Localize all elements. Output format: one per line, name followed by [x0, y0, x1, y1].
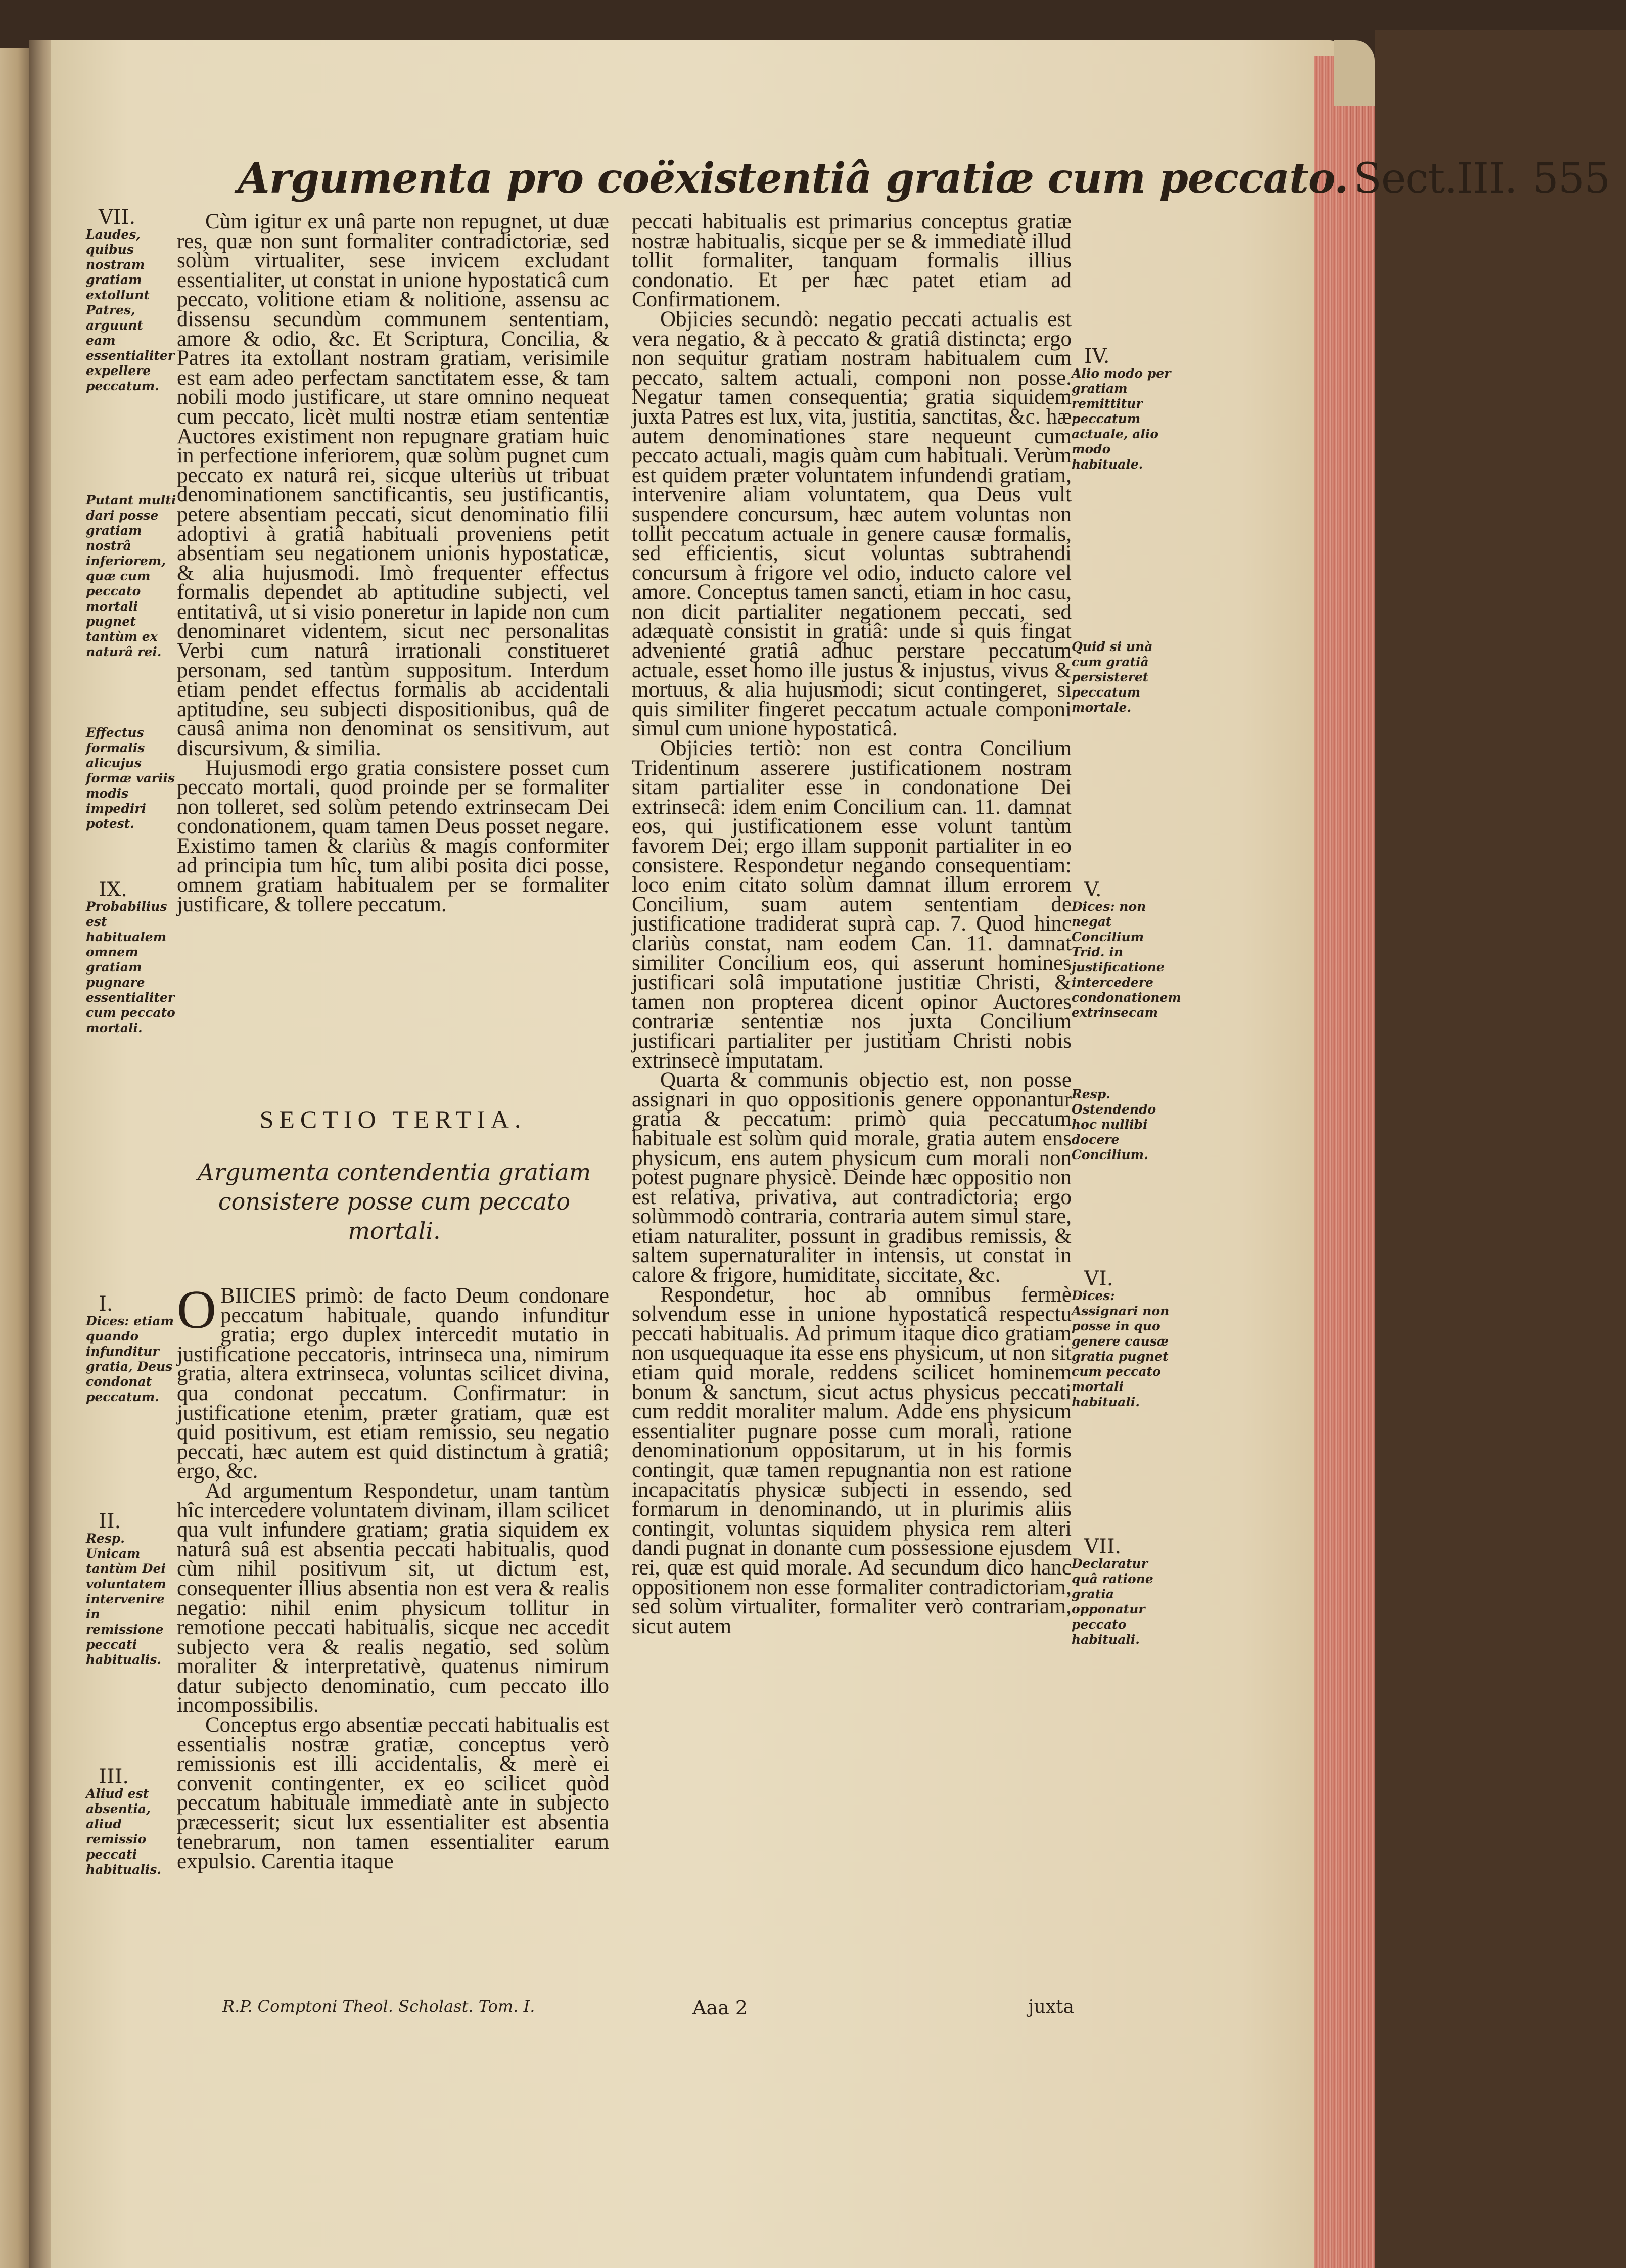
paragraph: Quarta & communis objectio est, non posse assignari in quo oppositionis genere opponantur gratia & peccatum: primò quia peccatum habituale est solùm quid morale, gratia autem ens physicum, ens autem physicum cum morali non potest pugnare physicè. Deinde hæc oppositio non est relativa, privativa, aut contradictoria; ergo solùmmodò contraria, contraria autem simul stare, etiam naturaliter, possunt in gradibus remissis, & saltem supernaturaliter in intensis, ut constat in calore & frigore, humiditate, siccitate, &c.	[632, 1068, 1072, 1287]
section-title: Argumenta contendentia gratiam consistere posse cum peccato mortali.	[197, 1159, 591, 1244]
margin-note-text: Aliud est absentia, aliud remissio peccati habitualis.	[86, 1786, 162, 1877]
book-board-corner	[1334, 40, 1375, 106]
paragraph: Hujusmodi ergo gratia consistere posset cum peccato mortali, quod proinde per se formaliter non tolleret, sed solùm petendo extrinsecam Dei condonationem, quam tamen Deus posset negare. Existimo tamen & clariùs & magis conformiter ad principia tum hîc, tum alibi posita dici posse, omnem gratiam habitualem per se formaliter justificare, & tollere peccatum.	[177, 756, 609, 916]
margin-note-text: Resp. Ostendendo hoc nullibi docere Concilium.	[1072, 1087, 1156, 1162]
margin-note-text: Dices: Assignari non posse in quo genere causæ gratia pugnet cum peccato mortali habituali.	[1072, 1288, 1170, 1409]
catchword: juxta	[1028, 1997, 1074, 2017]
margin-note-right-6	[1072, 1535, 1173, 1647]
margin-note-right-5	[1072, 1267, 1173, 1410]
paragraph: Objicies secundò: negatio peccati actualis est vera negatio, & à peccato & gratiâ distincta; ergo non sequitur gratiam nostram habitualem cum peccato, saltem actuali, componi non posse. Negatur tamen consequentia; gratia siquidem juxta Patres est lux, vita, justitia, sanctitas, &c. hæ autem denominationes stare nequeunt cum peccato actuali, magis quàm cum habituali. Verùm est quidem præter voluntatem infundendi gratiam, intervenire aliam voluntatem, qua Deus vult suspendere concursum, hæc autem voluntas non tollit peccatum actuale in genere causæ formalis, sed efficientis, sicut voluntas subtrahendi concursum à frigore vel odio, inducto calore vel amore. Conceptus tamen sancti, etiam in hoc casu, non dicit partialiter negationem peccati, sed adæquatè consistit in gratiâ: unde si quis fingat advenienté gratiâ adhuc perstare peccatum actuale, esset homo ille justus & injustus, vivus & mortuus, & alia hujusmodi; sicut contingeret, si quis similiter fingeret peccatum actuale componi simul cum unione hypostaticâ.	[632, 307, 1072, 741]
margin-note-text: Probabilius est habitualem omnem gratiam pugnare essentialiter cum peccato mortali.	[86, 899, 175, 1035]
paragraph: Conceptus ergo absentiæ peccati habitualis est essentialis nostræ gratiæ, conceptus verò remissionis est illi accidentalis, & merè ei convenit contingenter, ex eo scilicet quòd peccatum habituale immediatè ante in subjecto præcesserit; sicut lux essentialiter est absentia tenebrarum, non tamen essentialiter earum expulsio. Carentia itaque	[177, 1713, 609, 1874]
margin-note-right-4	[1072, 1087, 1173, 1163]
paragraph: Objicies tertiò: non est contra Concilium Tridentinum asserere justificationem nostram sitam partialiter esse in condonatione Dei extrinsecâ: idem enim Concilium can. 11. damnat eos, qui justificationem esse volunt tantùm favorem Dei; ergo illam supponit partialiter in eo consistere. Respondetur negando consequentiam: loco enim citato solùm damnat illum errorem Concilium, suam autem sententiam de justificatione tradiderat suprà cap. 7. Quod hinc clariùs constat, nam eodem Can. 11. damnat similiter Concilium eos, qui asserunt homines justificari solâ imputatione justitiæ Christi, & tamen non propterea dicent opinor Auctores contrariæ sententiæ nos juxta Concilium justificari partialiter per justitiam Christi nobis extrinsecè imputatam.	[632, 736, 1072, 1073]
margin-note-text: Putant multi dari posse gratiam nostrâ inferiorem, quæ cum peccato mortali pugnet tantùm ex naturâ rei.	[86, 493, 176, 659]
margin-note-right-3	[1072, 878, 1181, 1021]
page-number: 555	[1532, 155, 1610, 203]
margin-note-left-2	[86, 493, 177, 660]
drop-cap: O	[177, 1280, 216, 1340]
left-text-column	[177, 212, 609, 1072]
margin-note-number: VI.	[1084, 1267, 1113, 1290]
margin-note-number: V.	[1084, 878, 1102, 901]
previous-page-edge	[0, 48, 29, 2268]
margin-note-left-7	[86, 1765, 177, 1877]
paragraph: peccati habitualis est primarius conceptus gratiæ nostræ habitualis, sicque per se & immediatè illud tollit formaliter, tanquam formalis illius condonatio. Et per hæc patet etiam ad Confirmationem.	[632, 210, 1072, 312]
margin-note-text: Alio modo per gratiam remittitur peccatum actuale, alio modo habituale.	[1072, 366, 1171, 472]
margin-note-right-1	[1072, 345, 1173, 472]
right-text-column	[632, 212, 1072, 1981]
margin-note-left-4	[86, 878, 177, 1036]
left-text-column-continued	[177, 1280, 609, 1984]
running-head-title: Argumenta pro coëxistentiâ gratiæ cum peccato.	[238, 154, 1349, 203]
margin-note-left-6	[86, 1510, 177, 1668]
paragraph-text: BIICIES primò: de facto Deum condonare peccatum habituale, quando infunditur gratia; ergo duplex intercedit mutatio in justificatione peccatoris, intrinseca una, nimirum gratia, altera extrinseca, voluntas scilicet divina, qua condonat peccatum. Confirmatur: in justificatione etenim, præter gratiam, quæ est quid positivum, est etiam remissio, seu negatio peccati, hæc autem est quid distinctum à gratiâ; ergo, &c.	[177, 1284, 609, 1484]
margin-note-number: VII.	[99, 206, 136, 229]
margin-note-text: Quid si unà cum gratiâ persisteret peccatum mortale.	[1072, 639, 1153, 715]
paragraph: Respondetur, hoc ab omnibus fermè solvendum esse in unione hypostaticâ respectu peccati habitualis. Ad primum itaque dico gratiam non usquequaque ita esse ens physicum, ut non sit etiam quid morale, reddens scilicet hominem bonum & sanctum, sicut actus physicus peccati cum reddit moraliter malum. Adde ens physicum essentialiter pugnare posse cum morali, ratione denominationum oppositarum, ut in his formis contingit, quæ tamen repugnantia non est ratione incapacitatis physicæ subjecti in essendo, sed formarum in denominando, ut in plurimis aliis contingit, voluntas siquidem physica rem alteri dandi pugnat in donante cum possessione ejusdem rei, quæ est quid morale. Ad secundum dico hanc oppositionem non esse formaliter contradictoriam, sed solùm virtualiter, formaliter verò contrariam, sicut autem	[632, 1282, 1072, 1638]
running-head	[238, 154, 1610, 215]
margin-note-number: IX.	[99, 878, 127, 901]
margin-note-text: Dices: non negat Concilium Trid. in justificatione intercedere condonationem extrinsecam	[1072, 899, 1181, 1020]
paragraph	[177, 1280, 609, 1484]
book-cover-board	[1375, 30, 1626, 2268]
paragraph: Ad argumentum Respondetur, unam tantùm hîc intercedere voluntatem divinam, illam scilicet qua vult infundere gratiam; gratia siquidem ex naturâ suâ est absentia peccati habitualis, quod cùm nihil positivum sit, ut dictum est, consequenter illius absentia non est vera & realis negatio: nihil enim physicum tollitur in remotione peccati habitualis, sicque nec accedit subjecto vera & realis negatio, sed solùm moraliter & interpretativè, quatenus nimirum datur subjecto denominatio, cum peccato illo incompossibilis.	[177, 1478, 609, 1718]
margin-note-text: Effectus formalis alicujus formæ variis modis impediri potest.	[86, 725, 175, 831]
margin-note-left-5	[86, 1292, 177, 1405]
margin-note-text: Dices: etiam quando infunditur gratia, Deus condonat peccatum.	[86, 1314, 174, 1404]
margin-note-left-1	[86, 206, 177, 394]
margin-note-text: Declaratur quâ ratione gratia opponatur peccato habituali.	[1072, 1556, 1153, 1647]
signature-mark: Aaa 2	[692, 1997, 748, 2019]
margin-note-right-2	[1072, 639, 1173, 715]
margin-note-number: I.	[99, 1292, 113, 1316]
margin-note-number: II.	[99, 1510, 121, 1533]
margin-note-left-3	[86, 725, 177, 831]
running-head-section: Sect.III.	[1353, 155, 1517, 203]
section-label: SECTIO TERTIA.	[259, 1105, 527, 1133]
page-fore-edge	[1314, 56, 1375, 2268]
margin-note-number: III.	[99, 1765, 129, 1788]
margin-note-text: Resp. Unicam tantùm Dei voluntatem intervenire in remissione peccati habitualis.	[86, 1531, 166, 1667]
margin-note-number: IV.	[1084, 345, 1110, 368]
margin-note-text: Laudes, quibus nostram gratiam extollunt Patres, arguunt eam essentialiter expellere peccatum.	[86, 227, 174, 393]
margin-note-number: VII.	[1084, 1535, 1122, 1558]
imprint-line: R.P. Comptoni Theol. Scholast. Tom. I.	[222, 1997, 535, 2016]
paragraph: Cùm igitur ex unâ parte non repugnet, ut duæ res, quæ non sunt formaliter contradictoriæ, sed solùm virtualiter, sese invicem excludant essentialiter, ut constat in unione hypostaticâ cum peccato, volitione etiam & nolitione, assensu ac dissensu secundùm communem sententiam, amore & odio, &c. Et Scriptura, Concilia, & Patres ita extollant nostram gratiam, verisimile est eam adeo perfectam sanctitatem esse, & tam nobili modo justificare, ut stare omnino nequeat cum peccato, licèt multi nostræ etiam sententiæ Auctores existiment non repugnare gratiam huic in perfectione inferiorem, quæ solùm pugnet cum peccato ex naturâ rei, sicque ulteriùs ut tribuat denominationem sanctificantis, seu justificantis, petere absentiam peccati, sicut denominatio filii adoptivi à gratiâ habituali proveniens petit absentiam seu negationem unionis hypostaticæ, & alia hujusmodi. Imò frequenter effectus formalis dependet ab aptitudine subjecti, vel entitativâ, ut si visio poneretur in lapide non cum denominaret videntem, sicut nec personalitas Verbi cum naturâ irrationali constitueret personam, sed tantùm suppositum. Interdum etiam pendet effectus formalis ab accidentali aptitudine, seu subjecti dispositionibus, quâ de causâ anima non denominat os sensitivum, aut discursivum, & similia.	[177, 210, 609, 761]
